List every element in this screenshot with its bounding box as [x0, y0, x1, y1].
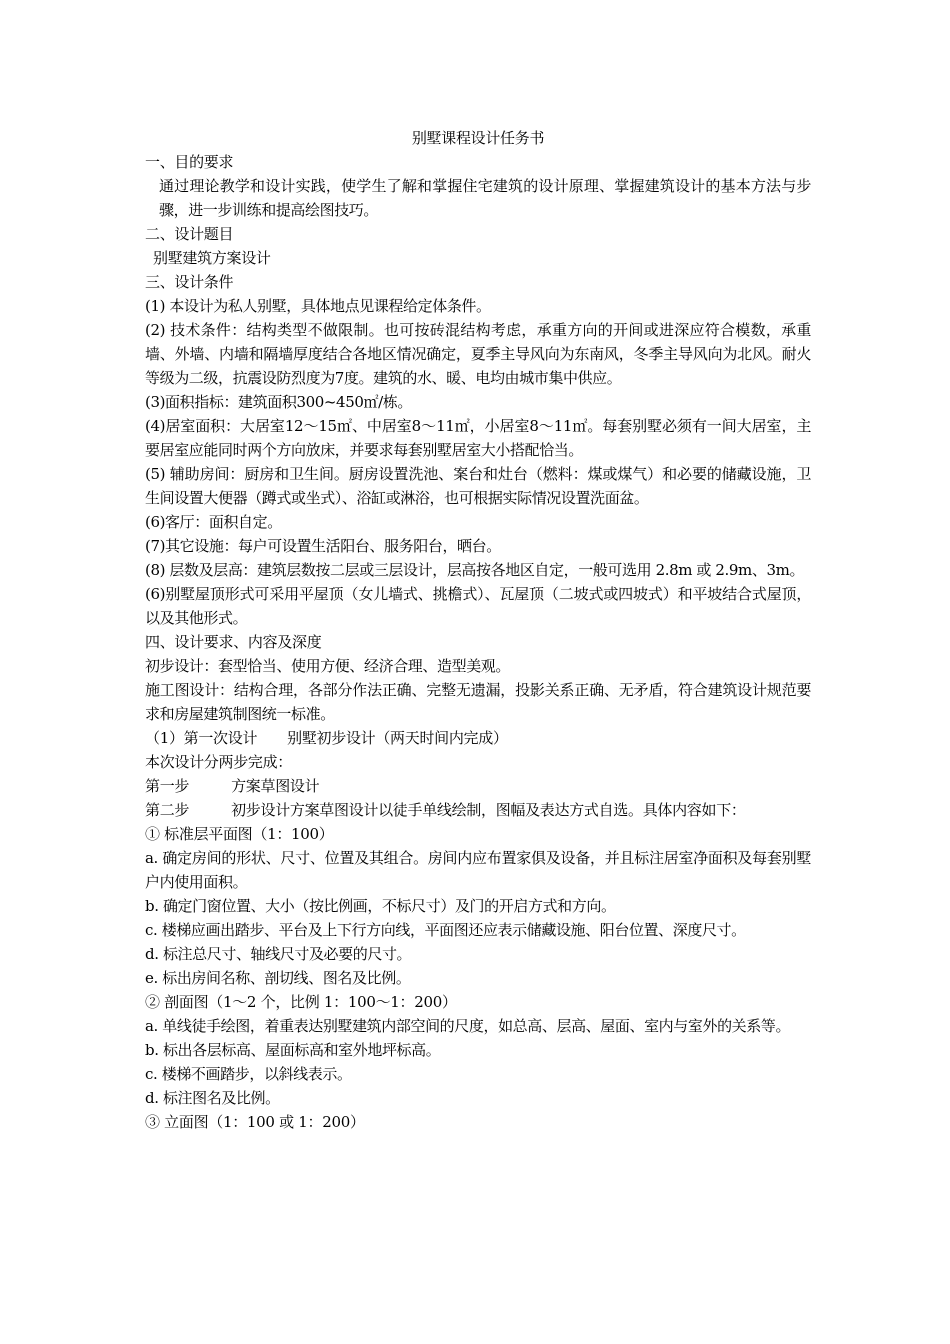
document-page	[145, 126, 811, 1134]
condition-item: (6)别墅屋顶形式可采用平屋顶（女儿墙式、挑檐式）、瓦屋顶（二坡式或四坡式）和平坡结合式屋顶，以及其他形式。	[145, 585, 811, 627]
step-one-line	[145, 774, 811, 798]
first-design-line	[145, 726, 811, 750]
topic-paragraph: 别墅建筑方案设计	[153, 249, 271, 267]
condition-item: (8) 层数及层高：建筑层数按二层或三层设计，层高按各地区自定，一般可选用 2.8m 或 2.9m、3m。	[145, 561, 805, 579]
step-one-label: 第一步	[145, 777, 190, 795]
condition-item: (4)居室面积：大居室12～15㎡、中居室8～11㎡，小居室8～11㎡。每套别墅必须有一间大居室，主要居室应能同时两个方向放床，并要求每套别墅居室大小搭配恰当。	[145, 417, 811, 459]
condition-item: (5) 辅助房间：厨房和卫生间。厨房设置洗池、案台和灶台（燃料：煤或煤气）和必要的储藏设施，卫生间设置大便器（蹲式或坐式）、浴缸或淋浴，也可根据实际情况设置洗面盆。	[145, 465, 811, 507]
first-design-desc: 别墅初步设计（两天时间内完成）	[287, 729, 508, 747]
section-heading-conditions: 三、设计条件	[145, 273, 234, 291]
plan-item: b. 确定门窗位置、大小（按比例画，不标尺寸）及门的开启方式和方向。	[145, 897, 616, 915]
section-drawing-item: d. 标注图名及比例。	[145, 1089, 280, 1107]
requirements-paragraph: 施工图设计：结构合理，各部分作法正确、完整无遗漏，投影关系正确、无矛盾，符合建筑设计规范要求和房屋建筑制图统一标准。	[145, 681, 811, 723]
plan-item: d. 标注总尺寸、轴线尺寸及必要的尺寸。	[145, 945, 412, 963]
steps-intro: 本次设计分两步完成：	[145, 753, 293, 771]
step-one-desc: 方案草图设计	[231, 777, 320, 795]
plan-item: a. 确定房间的形状、尺寸、位置及其组合。房间内应布置家俱及设备，并且标注居室净面积及每套别墅户内使用面积。	[145, 849, 811, 891]
document-title: 别墅课程设计任务书	[411, 129, 545, 147]
elevation-heading: ③ 立面图（1：100 或 1：200）	[145, 1113, 365, 1131]
plan-heading: ① 标准层平面图（1：100）	[145, 825, 334, 843]
condition-item: (1) 本设计为私人别墅，具体地点见课程给定体条件。	[145, 297, 491, 315]
purpose-paragraph: 通过理论教学和设计实践，使学生了解和掌握住宅建筑的设计原理、掌握建筑设计的基本方法与步骤，进一步训练和提高绘图技巧。	[159, 177, 811, 219]
plan-item: e. 标出房间名称、剖切线、图名及比例。	[145, 969, 411, 987]
section-heading-topic: 二、设计题目	[145, 225, 234, 243]
section-drawing-item: a. 单线徒手绘图，着重表达别墅建筑内部空间的尺度，如总高、层高、屋面、室内与室外的关系等。	[145, 1017, 791, 1035]
section-drawing-item: c. 楼梯不画踏步，以斜线表示。	[145, 1065, 352, 1083]
condition-item: (3)面积指标：建筑面积300~450㎡/栋。	[145, 393, 412, 411]
step-two-desc: 初步设计方案草图设计以徒手单线绘制，图幅及表达方式自选。具体内容如下：	[231, 801, 746, 819]
condition-item: (6)客厅：面积自定。	[145, 513, 282, 531]
condition-item: (2) 技术条件：结构类型不做限制。也可按砖混结构考虑，承重方向的开间或进深应符合模数，承重墙、外墙、内墙和隔墙厚度结合各地区情况确定，夏季主导风向为东南风，冬季主导风向为北风。耐火等级为二级，抗震设防烈度为7度。建筑的水、暖、电均由城市集中供应。	[145, 321, 811, 387]
step-two-label: 第二步	[145, 801, 190, 819]
section-drawing-heading: ② 剖面图（1～2 个，比例 1：100～1：200）	[145, 993, 457, 1011]
first-design-label: （1）第一次设计	[145, 729, 258, 747]
requirements-paragraph: 初步设计：套型恰当、使用方便、经济合理、造型美观。	[145, 657, 511, 675]
step-two-line	[145, 798, 811, 822]
section-drawing-item: b. 标出各层标高、屋面标高和室外地坪标高。	[145, 1041, 441, 1059]
section-heading-requirements: 四、设计要求、内容及深度	[145, 633, 322, 651]
section-heading-purpose: 一、目的要求	[145, 153, 234, 171]
plan-item: c. 楼梯应画出踏步、平台及上下行方向线，平面图还应表示储藏设施、阳台位置、深度尺寸。	[145, 921, 746, 939]
condition-item: (7)其它设施：每户可设置生活阳台、服务阳台，晒台。	[145, 537, 501, 555]
